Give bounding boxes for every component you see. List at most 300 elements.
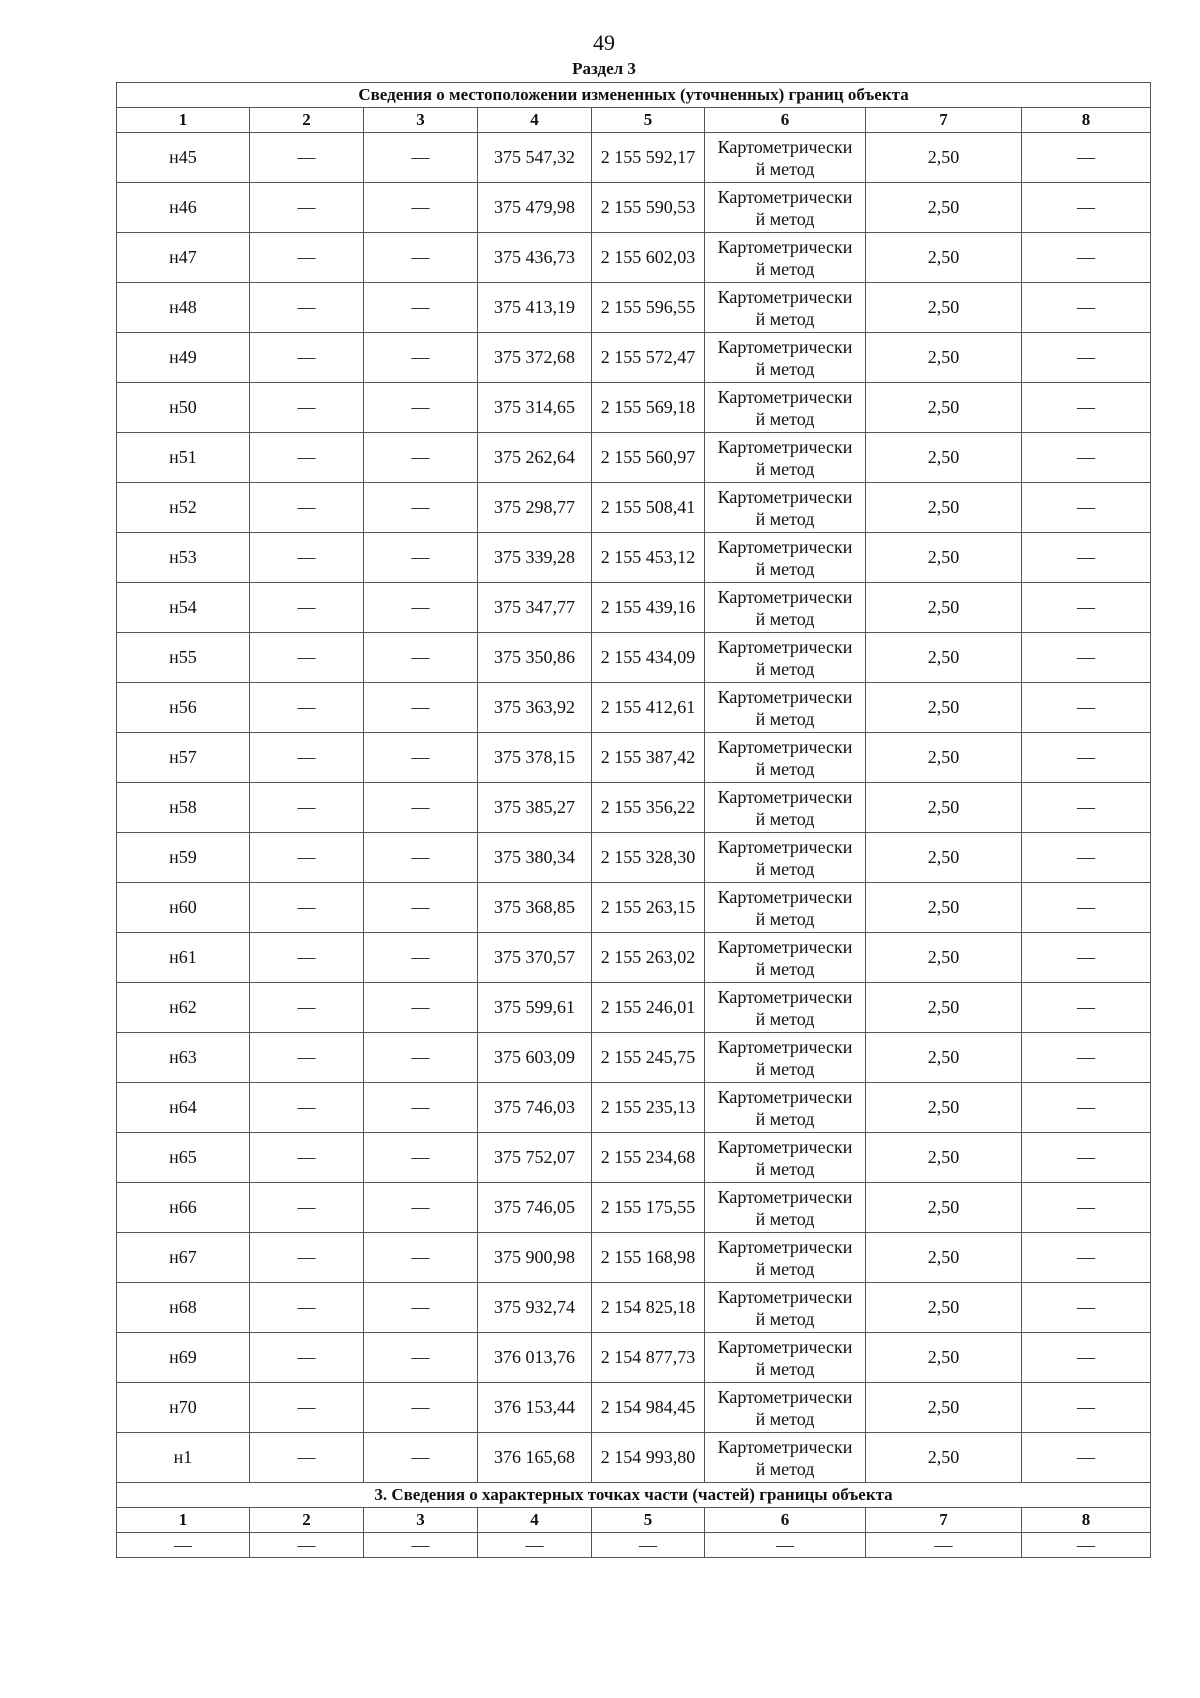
- table-row: [117, 483, 1151, 533]
- column-number: 6: [705, 1508, 866, 1533]
- method-cell: [705, 1183, 866, 1233]
- method-line-2: й метод: [755, 708, 815, 729]
- column-8-cell: —: [1022, 733, 1151, 783]
- column-2-cell: —: [250, 483, 364, 533]
- accuracy-cell: 2,50: [866, 1333, 1022, 1383]
- x-coordinate-cell: 375 479,98: [478, 183, 592, 233]
- table-row: [117, 1433, 1151, 1483]
- method-line-2: й метод: [755, 1408, 815, 1429]
- column-2-cell: —: [250, 1133, 364, 1183]
- y-coordinate-cell: 2 154 877,73: [592, 1333, 705, 1383]
- method-cell: [705, 1383, 866, 1433]
- y-coordinate-cell: 2 154 993,80: [592, 1433, 705, 1483]
- y-coordinate-cell: 2 155 328,30: [592, 833, 705, 883]
- method-cell: [705, 633, 866, 683]
- x-coordinate-cell: 375 314,65: [478, 383, 592, 433]
- method-cell: [705, 983, 866, 1033]
- method-cell: [705, 683, 866, 733]
- column-8-cell: —: [1022, 133, 1151, 183]
- y-coordinate-cell: 2 155 592,17: [592, 133, 705, 183]
- column-8-cell: —: [1022, 383, 1151, 433]
- x-coordinate-cell: 375 746,03: [478, 1083, 592, 1133]
- y-coordinate-cell: 2 155 263,15: [592, 883, 705, 933]
- y-coordinate-cell: 2 155 234,68: [592, 1133, 705, 1183]
- method-line-1: Картометрически: [717, 1436, 853, 1457]
- table-row: [117, 733, 1151, 783]
- method-line-1: Картометрически: [717, 1236, 853, 1257]
- method-line-1: Картометрически: [717, 1336, 853, 1357]
- column-2-cell: —: [250, 1283, 364, 1333]
- method-line-2: й метод: [755, 1108, 815, 1129]
- point-cell: н62: [117, 983, 250, 1033]
- method-line-1: Картометрически: [717, 736, 853, 757]
- method-line-1: Картометрически: [717, 786, 853, 807]
- column-number: 6: [705, 108, 866, 133]
- y-coordinate-cell: 2 155 590,53: [592, 183, 705, 233]
- x-coordinate-cell: 375 347,77: [478, 583, 592, 633]
- column-3-cell: —: [364, 1383, 478, 1433]
- x-coordinate-cell: 376 013,76: [478, 1333, 592, 1383]
- point-cell: н69: [117, 1333, 250, 1383]
- column-number: 1: [117, 108, 250, 133]
- empty-cell: —: [478, 1533, 592, 1558]
- x-coordinate-cell: 375 413,19: [478, 283, 592, 333]
- method-line-1: Картометрически: [717, 936, 853, 957]
- column-3-cell: —: [364, 833, 478, 883]
- column-8-cell: —: [1022, 233, 1151, 283]
- column-3-cell: —: [364, 1333, 478, 1383]
- x-coordinate-cell: 375 603,09: [478, 1033, 592, 1083]
- column-8-cell: —: [1022, 583, 1151, 633]
- method-line-2: й метод: [755, 1158, 815, 1179]
- method-line-2: й метод: [755, 758, 815, 779]
- table-row: [117, 1033, 1151, 1083]
- y-coordinate-cell: 2 154 825,18: [592, 1283, 705, 1333]
- column-3-cell: —: [364, 233, 478, 283]
- accuracy-cell: 2,50: [866, 683, 1022, 733]
- method-line-2: й метод: [755, 808, 815, 829]
- method-line-1: Картометрически: [717, 636, 853, 657]
- column-number: 7: [866, 1508, 1022, 1533]
- method-line-2: й метод: [755, 258, 815, 279]
- column-3-cell: —: [364, 383, 478, 433]
- column-8-cell: —: [1022, 183, 1151, 233]
- parts-table-caption: 3. Сведения о характерных точках части (частей) границы объекта: [117, 1483, 1151, 1508]
- accuracy-cell: 2,50: [866, 783, 1022, 833]
- column-2-cell: —: [250, 433, 364, 483]
- method-line-2: й метод: [755, 658, 815, 679]
- method-line-1: Картометрически: [717, 1086, 853, 1107]
- x-coordinate-cell: 375 368,85: [478, 883, 592, 933]
- method-line-2: й метод: [755, 1208, 815, 1229]
- column-8-cell: —: [1022, 833, 1151, 883]
- x-coordinate-cell: 375 339,28: [478, 533, 592, 583]
- table-row: [117, 783, 1151, 833]
- accuracy-cell: 2,50: [866, 1083, 1022, 1133]
- column-number: 7: [866, 108, 1022, 133]
- section-title: Раздел 3: [572, 59, 636, 78]
- column-3-cell: —: [364, 783, 478, 833]
- method-line-2: й метод: [755, 308, 815, 329]
- method-line-1: Картометрически: [717, 986, 853, 1007]
- empty-cell: —: [250, 1533, 364, 1558]
- accuracy-cell: 2,50: [866, 1133, 1022, 1183]
- point-cell: н66: [117, 1183, 250, 1233]
- column-3-cell: —: [364, 1183, 478, 1233]
- method-line-2: й метод: [755, 908, 815, 929]
- method-line-2: й метод: [755, 358, 815, 379]
- x-coordinate-cell: 375 752,07: [478, 1133, 592, 1183]
- method-line-1: Картометрически: [717, 836, 853, 857]
- accuracy-cell: 2,50: [866, 183, 1022, 233]
- point-cell: н60: [117, 883, 250, 933]
- method-line-2: й метод: [755, 1058, 815, 1079]
- y-coordinate-cell: 2 155 245,75: [592, 1033, 705, 1083]
- point-cell: н49: [117, 333, 250, 383]
- column-2-cell: —: [250, 383, 364, 433]
- column-8-cell: —: [1022, 883, 1151, 933]
- method-line-2: й метод: [755, 1358, 815, 1379]
- point-cell: н56: [117, 683, 250, 733]
- column-2-cell: —: [250, 733, 364, 783]
- column-3-cell: —: [364, 1033, 478, 1083]
- method-cell: [705, 1033, 866, 1083]
- table-caption: Сведения о местоположении измененных (уточненных) границ объекта: [117, 83, 1151, 108]
- column-2-cell: —: [250, 783, 364, 833]
- accuracy-cell: 2,50: [866, 933, 1022, 983]
- method-cell: [705, 1233, 866, 1283]
- point-cell: н67: [117, 1233, 250, 1283]
- method-line-1: Картометрически: [717, 536, 853, 557]
- column-number: 2: [250, 108, 364, 133]
- point-cell: н65: [117, 1133, 250, 1183]
- x-coordinate-cell: 375 370,57: [478, 933, 592, 983]
- column-2-cell: —: [250, 583, 364, 633]
- method-cell: [705, 1083, 866, 1133]
- y-coordinate-cell: 2 155 569,18: [592, 383, 705, 433]
- column-3-cell: —: [364, 133, 478, 183]
- boundary-points-table: [116, 82, 1151, 1558]
- column-2-cell: —: [250, 1433, 364, 1483]
- point-cell: н50: [117, 383, 250, 433]
- column-2-cell: —: [250, 1083, 364, 1133]
- method-line-1: Картометрически: [717, 236, 853, 257]
- method-line-2: й метод: [755, 1458, 815, 1479]
- column-3-cell: —: [364, 433, 478, 483]
- method-line-2: й метод: [755, 1308, 815, 1329]
- column-8-cell: —: [1022, 633, 1151, 683]
- table-row: [117, 1383, 1151, 1433]
- method-line-1: Картометрически: [717, 136, 853, 157]
- y-coordinate-cell: 2 155 596,55: [592, 283, 705, 333]
- point-cell: н51: [117, 433, 250, 483]
- column-number: 3: [364, 1508, 478, 1533]
- column-3-cell: —: [364, 533, 478, 583]
- column-3-cell: —: [364, 733, 478, 783]
- accuracy-cell: 2,50: [866, 1383, 1022, 1433]
- point-cell: н64: [117, 1083, 250, 1133]
- column-3-cell: —: [364, 1233, 478, 1283]
- column-8-cell: —: [1022, 533, 1151, 583]
- y-coordinate-cell: 2 155 508,41: [592, 483, 705, 533]
- method-cell: [705, 733, 866, 783]
- page-number: 49: [593, 30, 615, 55]
- method-line-1: Картометрически: [717, 486, 853, 507]
- column-2-cell: —: [250, 683, 364, 733]
- method-cell: [705, 1133, 866, 1183]
- y-coordinate-cell: 2 155 453,12: [592, 533, 705, 583]
- column-2-cell: —: [250, 633, 364, 683]
- column-2-cell: —: [250, 133, 364, 183]
- column-2-cell: —: [250, 933, 364, 983]
- x-coordinate-cell: 375 378,15: [478, 733, 592, 783]
- column-8-cell: —: [1022, 1083, 1151, 1133]
- column-3-cell: —: [364, 283, 478, 333]
- method-line-1: Картометрически: [717, 1286, 853, 1307]
- method-line-1: Картометрически: [717, 886, 853, 907]
- x-coordinate-cell: 376 153,44: [478, 1383, 592, 1433]
- column-8-cell: —: [1022, 1333, 1151, 1383]
- y-coordinate-cell: 2 155 263,02: [592, 933, 705, 983]
- table-row: [117, 1183, 1151, 1233]
- x-coordinate-cell: 375 262,64: [478, 433, 592, 483]
- column-3-cell: —: [364, 183, 478, 233]
- y-coordinate-cell: 2 154 984,45: [592, 1383, 705, 1433]
- table-row: [117, 1133, 1151, 1183]
- column-2-cell: —: [250, 1333, 364, 1383]
- column-8-cell: —: [1022, 1283, 1151, 1333]
- method-cell: [705, 383, 866, 433]
- table-row: [117, 883, 1151, 933]
- empty-cell: —: [592, 1533, 705, 1558]
- point-cell: н59: [117, 833, 250, 883]
- column-3-cell: —: [364, 483, 478, 533]
- table-row: [117, 183, 1151, 233]
- column-number: 8: [1022, 1508, 1151, 1533]
- y-coordinate-cell: 2 155 168,98: [592, 1233, 705, 1283]
- table-row: [117, 283, 1151, 333]
- method-line-2: й метод: [755, 458, 815, 479]
- point-cell: н70: [117, 1383, 250, 1433]
- column-8-cell: —: [1022, 1433, 1151, 1483]
- method-line-1: Картометрически: [717, 436, 853, 457]
- parts-column-number-row: [117, 1508, 1151, 1533]
- column-3-cell: —: [364, 1433, 478, 1483]
- column-2-cell: —: [250, 1183, 364, 1233]
- y-coordinate-cell: 2 155 602,03: [592, 233, 705, 283]
- method-cell: [705, 783, 866, 833]
- column-3-cell: —: [364, 933, 478, 983]
- method-line-2: й метод: [755, 858, 815, 879]
- column-number: 1: [117, 1508, 250, 1533]
- accuracy-cell: 2,50: [866, 433, 1022, 483]
- method-line-1: Картометрически: [717, 286, 853, 307]
- method-line-1: Картометрически: [717, 1036, 853, 1057]
- method-cell: [705, 1283, 866, 1333]
- method-cell: [705, 833, 866, 883]
- table-row: [117, 433, 1151, 483]
- column-8-cell: —: [1022, 933, 1151, 983]
- y-coordinate-cell: 2 155 246,01: [592, 983, 705, 1033]
- table-row: [117, 333, 1151, 383]
- method-line-2: й метод: [755, 208, 815, 229]
- table-row: [117, 1233, 1151, 1283]
- method-cell: [705, 533, 866, 583]
- column-3-cell: —: [364, 583, 478, 633]
- point-cell: н54: [117, 583, 250, 633]
- column-3-cell: —: [364, 983, 478, 1033]
- point-cell: н1: [117, 1433, 250, 1483]
- accuracy-cell: 2,50: [866, 833, 1022, 883]
- x-coordinate-cell: 375 436,73: [478, 233, 592, 283]
- column-2-cell: —: [250, 533, 364, 583]
- x-coordinate-cell: 375 900,98: [478, 1233, 592, 1283]
- x-coordinate-cell: 375 932,74: [478, 1283, 592, 1333]
- accuracy-cell: 2,50: [866, 1433, 1022, 1483]
- method-cell: [705, 183, 866, 233]
- point-cell: н45: [117, 133, 250, 183]
- empty-cell: —: [705, 1533, 866, 1558]
- method-cell: [705, 933, 866, 983]
- method-line-2: й метод: [755, 158, 815, 179]
- table-row: [117, 933, 1151, 983]
- method-cell: [705, 483, 866, 533]
- empty-cell: —: [1022, 1533, 1151, 1558]
- point-cell: н61: [117, 933, 250, 983]
- column-2-cell: —: [250, 883, 364, 933]
- x-coordinate-cell: 375 547,32: [478, 133, 592, 183]
- x-coordinate-cell: 375 372,68: [478, 333, 592, 383]
- method-line-2: й метод: [755, 408, 815, 429]
- accuracy-cell: 2,50: [866, 133, 1022, 183]
- method-line-1: Картометрически: [717, 1386, 853, 1407]
- method-line-2: й метод: [755, 608, 815, 629]
- table-row: [117, 833, 1151, 883]
- method-line-2: й метод: [755, 508, 815, 529]
- column-8-cell: —: [1022, 1133, 1151, 1183]
- column-2-cell: —: [250, 233, 364, 283]
- table-row: [117, 133, 1151, 183]
- table-row: [117, 583, 1151, 633]
- method-line-1: Картометрически: [717, 186, 853, 207]
- point-cell: н55: [117, 633, 250, 683]
- table-row: [117, 383, 1151, 433]
- method-line-1: Картометрически: [717, 336, 853, 357]
- y-coordinate-cell: 2 155 412,61: [592, 683, 705, 733]
- column-3-cell: —: [364, 683, 478, 733]
- parts-empty-row: [117, 1533, 1151, 1558]
- x-coordinate-cell: 375 746,05: [478, 1183, 592, 1233]
- column-number: 3: [364, 108, 478, 133]
- y-coordinate-cell: 2 155 387,42: [592, 733, 705, 783]
- point-cell: н63: [117, 1033, 250, 1083]
- x-coordinate-cell: 375 380,34: [478, 833, 592, 883]
- column-8-cell: —: [1022, 1383, 1151, 1433]
- accuracy-cell: 2,50: [866, 383, 1022, 433]
- column-2-cell: —: [250, 1033, 364, 1083]
- accuracy-cell: 2,50: [866, 1233, 1022, 1283]
- x-coordinate-cell: 375 599,61: [478, 983, 592, 1033]
- table-row: [117, 233, 1151, 283]
- point-cell: н58: [117, 783, 250, 833]
- column-3-cell: —: [364, 1283, 478, 1333]
- column-3-cell: —: [364, 883, 478, 933]
- accuracy-cell: 2,50: [866, 883, 1022, 933]
- point-cell: н57: [117, 733, 250, 783]
- column-2-cell: —: [250, 1383, 364, 1433]
- column-3-cell: —: [364, 633, 478, 683]
- method-line-1: Картометрически: [717, 586, 853, 607]
- point-cell: н68: [117, 1283, 250, 1333]
- method-line-1: Картометрически: [717, 686, 853, 707]
- point-cell: н52: [117, 483, 250, 533]
- point-cell: н53: [117, 533, 250, 583]
- column-2-cell: —: [250, 833, 364, 883]
- column-3-cell: —: [364, 1133, 478, 1183]
- accuracy-cell: 2,50: [866, 483, 1022, 533]
- table-row: [117, 1083, 1151, 1133]
- x-coordinate-cell: 375 385,27: [478, 783, 592, 833]
- method-line-2: й метод: [755, 1258, 815, 1279]
- column-8-cell: —: [1022, 283, 1151, 333]
- x-coordinate-cell: 375 363,92: [478, 683, 592, 733]
- accuracy-cell: 2,50: [866, 283, 1022, 333]
- column-8-cell: —: [1022, 683, 1151, 733]
- column-8-cell: —: [1022, 1233, 1151, 1283]
- point-cell: н48: [117, 283, 250, 333]
- table-row: [117, 983, 1151, 1033]
- table-row: [117, 533, 1151, 583]
- y-coordinate-cell: 2 155 439,16: [592, 583, 705, 633]
- x-coordinate-cell: 375 350,86: [478, 633, 592, 683]
- method-line-1: Картометрически: [717, 1186, 853, 1207]
- column-8-cell: —: [1022, 333, 1151, 383]
- column-number: 8: [1022, 108, 1151, 133]
- accuracy-cell: 2,50: [866, 1033, 1022, 1083]
- column-3-cell: —: [364, 333, 478, 383]
- y-coordinate-cell: 2 155 356,22: [592, 783, 705, 833]
- column-number: 5: [592, 1508, 705, 1533]
- point-cell: н46: [117, 183, 250, 233]
- method-cell: [705, 583, 866, 633]
- x-coordinate-cell: 375 298,77: [478, 483, 592, 533]
- column-3-cell: —: [364, 1083, 478, 1133]
- column-8-cell: —: [1022, 1183, 1151, 1233]
- y-coordinate-cell: 2 155 434,09: [592, 633, 705, 683]
- method-cell: [705, 433, 866, 483]
- empty-cell: —: [866, 1533, 1022, 1558]
- column-number: 4: [478, 1508, 592, 1533]
- y-coordinate-cell: 2 155 572,47: [592, 333, 705, 383]
- y-coordinate-cell: 2 155 235,13: [592, 1083, 705, 1133]
- accuracy-cell: 2,50: [866, 1283, 1022, 1333]
- accuracy-cell: 2,50: [866, 633, 1022, 683]
- table-row: [117, 1283, 1151, 1333]
- y-coordinate-cell: 2 155 560,97: [592, 433, 705, 483]
- y-coordinate-cell: 2 155 175,55: [592, 1183, 705, 1233]
- table-row: [117, 683, 1151, 733]
- accuracy-cell: 2,50: [866, 983, 1022, 1033]
- method-cell: [705, 133, 866, 183]
- accuracy-cell: 2,50: [866, 1183, 1022, 1233]
- column-2-cell: —: [250, 283, 364, 333]
- table-row: [117, 633, 1151, 683]
- table-row: [117, 1333, 1151, 1383]
- method-cell: [705, 283, 866, 333]
- accuracy-cell: 2,50: [866, 733, 1022, 783]
- method-cell: [705, 1333, 866, 1383]
- column-2-cell: —: [250, 333, 364, 383]
